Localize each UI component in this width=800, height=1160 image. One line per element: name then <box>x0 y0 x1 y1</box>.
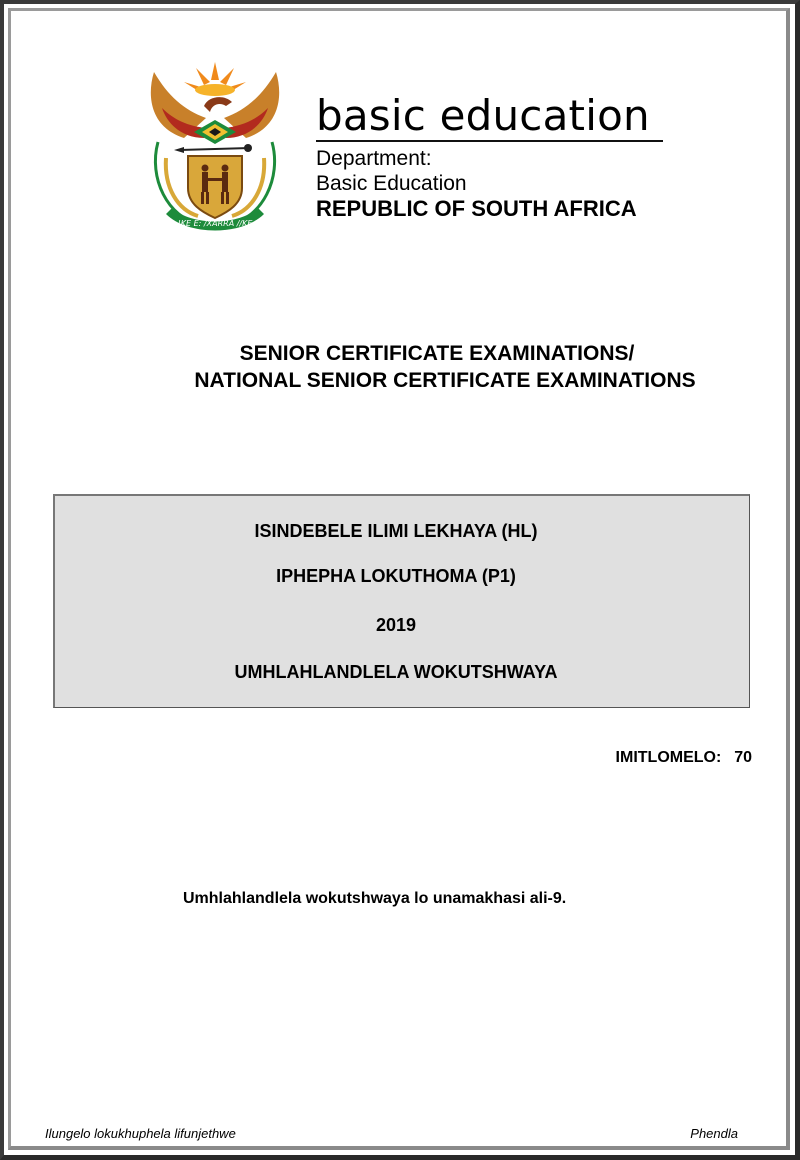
brand-rule <box>316 140 663 142</box>
pages-note: Umhlahlandlela wokutshwaya lo unamakhasi ali-9. <box>183 890 567 907</box>
brand-block <box>316 92 663 222</box>
department-label: Department: <box>316 147 432 170</box>
paper-number: IPHEPHA LOKUTHOMA (P1) <box>276 566 516 586</box>
subject-name: ISINDEBELE ILIMI LEKHAYA (HL) <box>254 521 538 541</box>
coat-of-arms-icon <box>144 58 286 236</box>
exam-year: 2019 <box>375 615 417 635</box>
footer-turn-over: Phendla <box>690 1126 738 1141</box>
footer-copyright: Ilungelo lokukhuphela lifunjethwe <box>45 1126 236 1141</box>
svg-text:!KE E: /XARRA //KE: !KE E: /XARRA //KE <box>177 219 253 228</box>
document-type: UMHLAHLANDLELA WOKUTSHWAYA <box>234 662 558 682</box>
department-name: Basic Education <box>316 172 467 195</box>
exam-title-line2: NATIONAL SENIOR CERTIFICATE EXAMINATIONS <box>194 369 696 392</box>
exam-title-line1: SENIOR CERTIFICATE EXAMINATIONS/ <box>239 342 635 365</box>
country-name: REPUBLIC OF SOUTH AFRICA <box>316 196 637 221</box>
subject-box <box>53 494 750 708</box>
total-marks: IMITLOMELO: 70 <box>615 749 752 766</box>
exam-title <box>0 340 800 394</box>
brand-name: basic education <box>316 91 650 140</box>
